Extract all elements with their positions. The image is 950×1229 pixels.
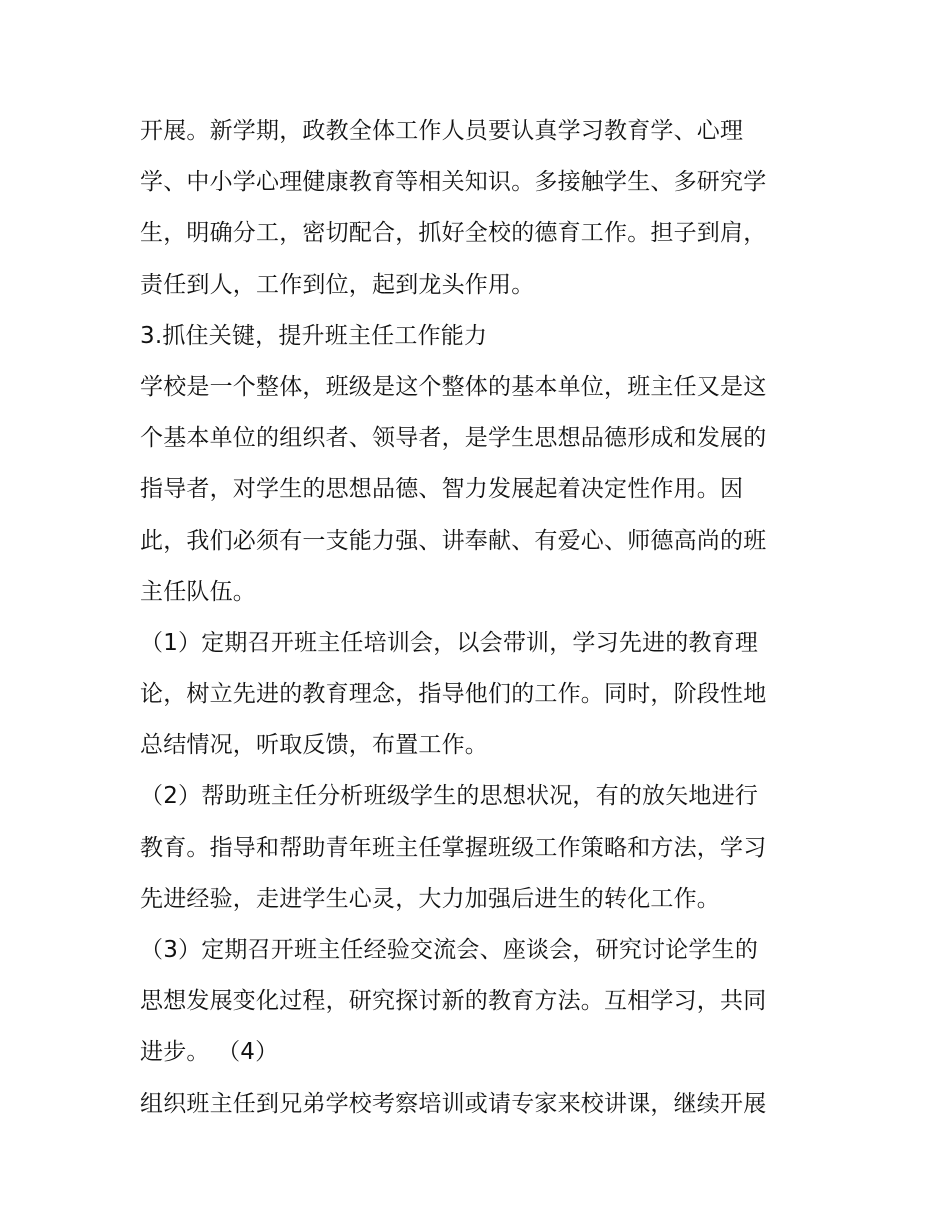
text-line: 个基本单位的组织者、领导者，是学生思想品德形成和发展的 (140, 425, 767, 452)
text-line: 开展。新学期，政教全体工作人员要认真学习教育学、心理 (140, 118, 744, 144)
body-text (140, 106, 820, 1130)
text-line: （1）定期召开班主任培训会，以会带训，学习先进的教育理 (140, 629, 759, 656)
text-line: 教育。指导和帮助青年班主任掌握班级工作策略和方法，学习 (140, 834, 767, 861)
text-line: 思想发展变化过程，研究探讨新的教育方法。互相学习，共同 (140, 988, 767, 1015)
text-line: 指导者，对学生的思想品德、智力发展起着决定性作用。因 (140, 476, 744, 503)
text-line: 学校是一个整体，班级是这个整体的基本单位，班主任又是这 (140, 373, 767, 400)
section-heading: 3.抓住关键，提升班主任工作能力 (140, 322, 488, 349)
text-line: 责任到人，工作到位，起到龙头作用。 (140, 271, 535, 298)
text-line: 先进经验，走进学生心灵，大力加强后进生的转化工作。 (140, 885, 720, 912)
text-line: 主任队伍。 (140, 578, 256, 605)
text-line: 组织班主任到兄弟学校考察培训或请专家来校讲课，继续开展 (140, 1090, 767, 1117)
text-line: （3）定期召开班主任经验交流会、座谈会，研究讨论学生的 (140, 937, 759, 963)
text-line: 论，树立先进的教育理念，指导他们的工作。同时，阶段性地 (140, 681, 767, 708)
text-line: 进步。 （4） (140, 1039, 279, 1066)
text-line: 总结情况，听取反馈，布置工作。 (140, 732, 488, 759)
text-line: （2）帮助班主任分析班级学生的思想状况，有的放矢地进行 (140, 783, 759, 810)
text-line: 学、中小学心理健康教育等相关知识。多接触学生、多研究学 (140, 169, 767, 196)
text-line: 生，明确分工，密切配合，抓好全校的德育工作。担子到肩， (140, 220, 767, 247)
text-line: 此，我们必须有一支能力强、讲奉献、有爱心、师德高尚的班 (140, 527, 767, 554)
